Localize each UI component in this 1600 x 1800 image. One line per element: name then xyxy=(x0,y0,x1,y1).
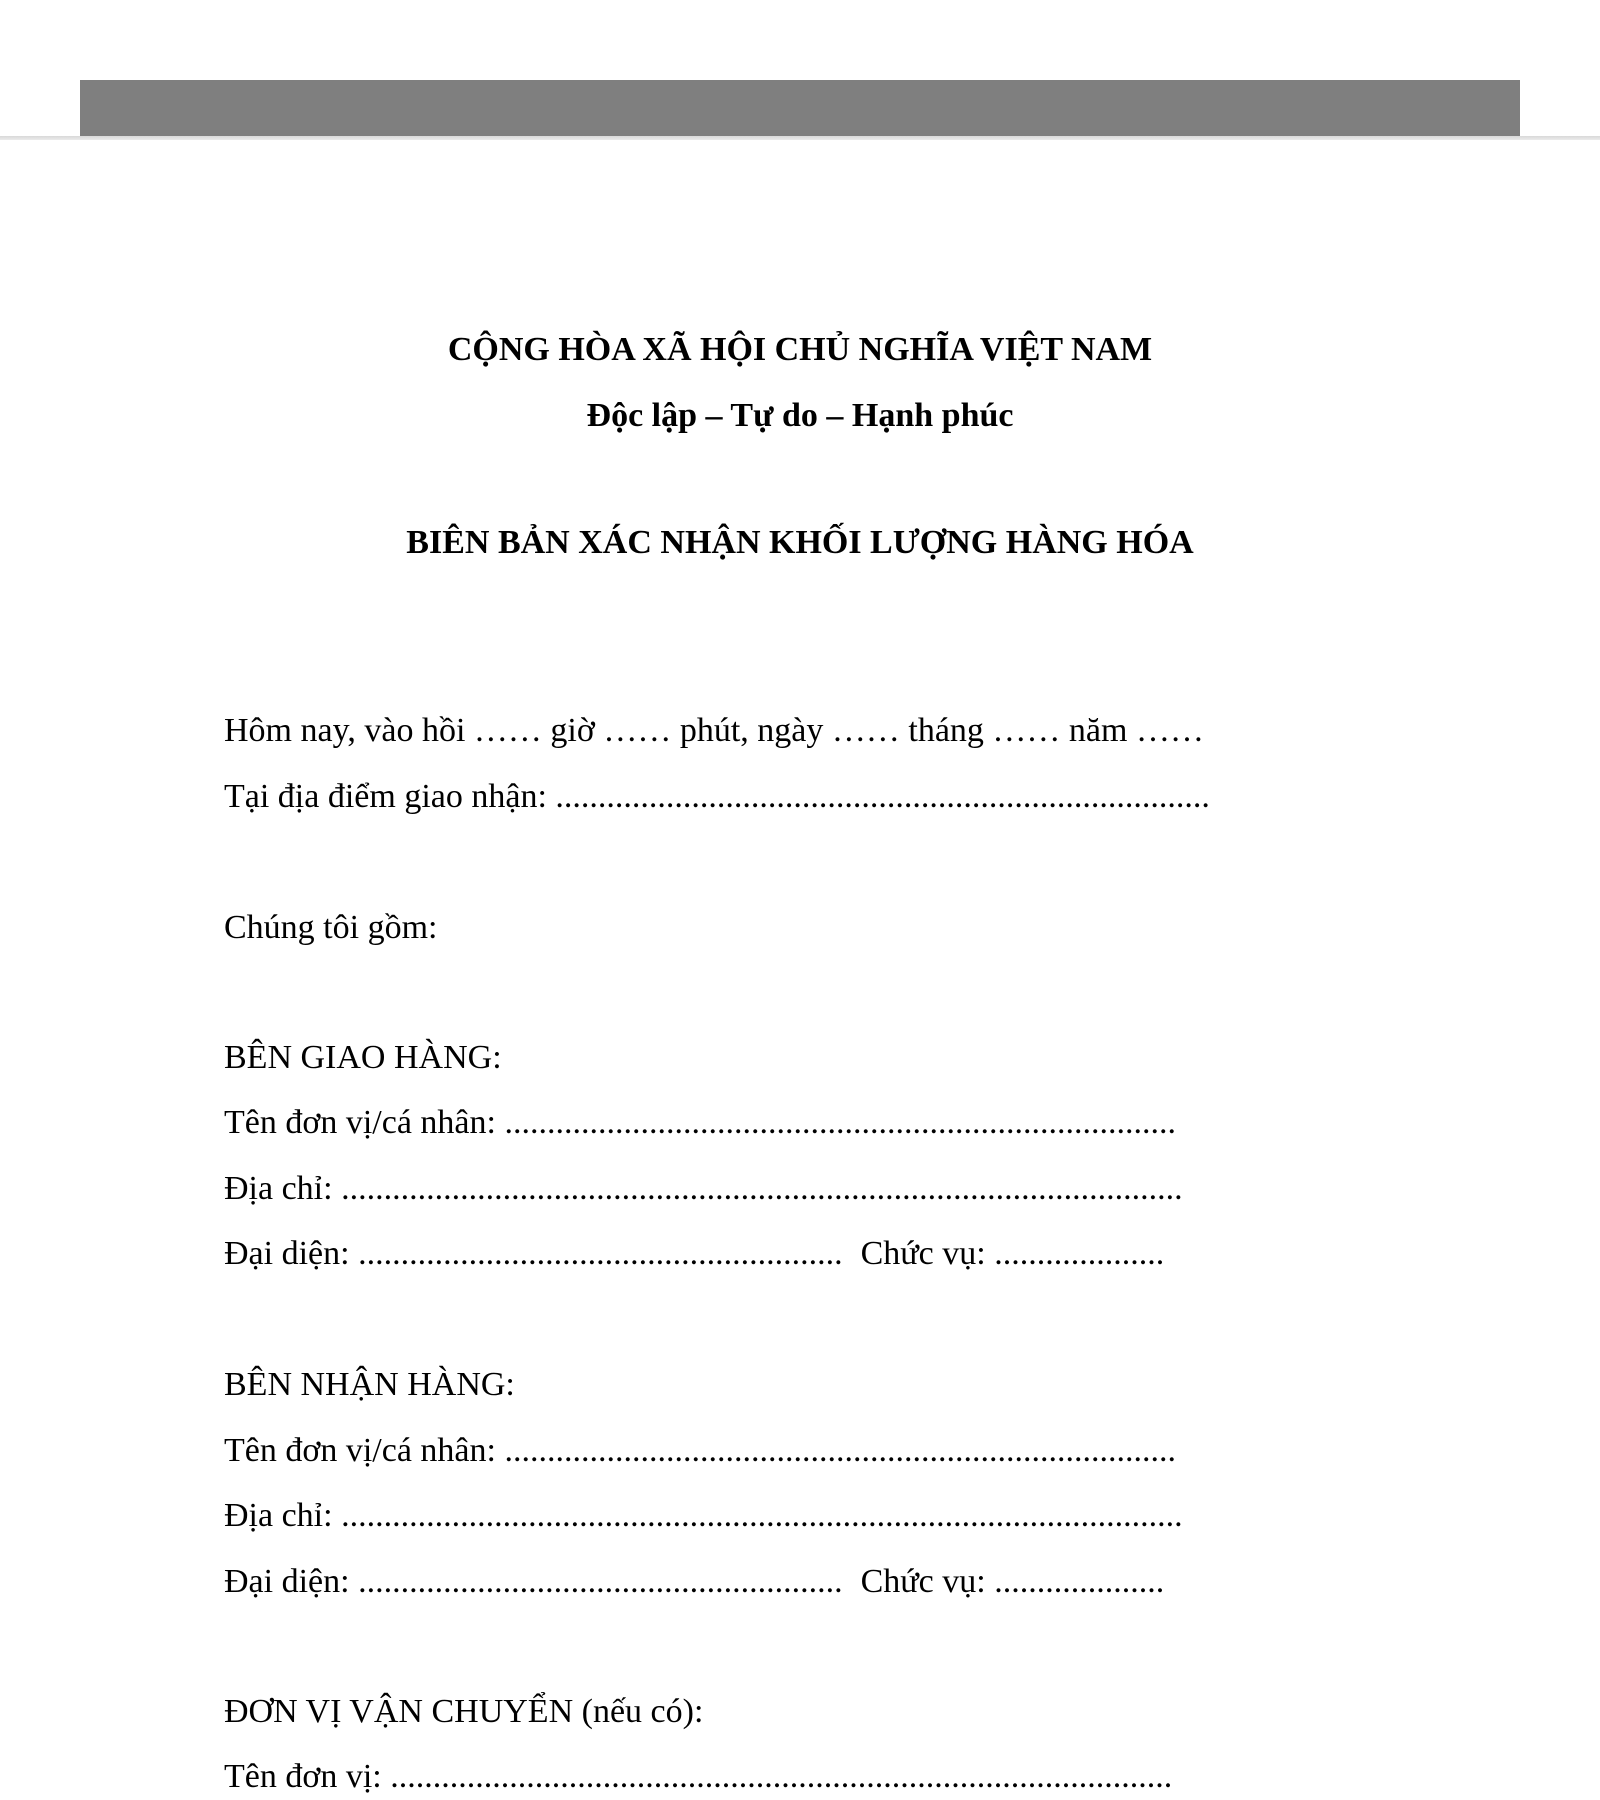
sender-name-line: Tên đơn vị/cá nhân: ............................................................................... xyxy=(224,1104,1176,1141)
sender-position-field: Chức vụ: .................... xyxy=(860,1235,1165,1272)
carrier-heading: ĐƠN VỊ VẬN CHUYỂN (nếu có): xyxy=(224,1693,704,1730)
receiver-rep-field: Đại diện: ......................................................... xyxy=(224,1563,843,1600)
document-page xyxy=(0,140,1600,1800)
sender-rep-line xyxy=(224,1234,1164,1274)
receiver-heading: BÊN NHẬN HÀNG: xyxy=(224,1366,515,1403)
carrier-name-line: Tên đơn vị: ............................................................................................ xyxy=(224,1758,1173,1795)
datetime-line: Hôm nay, vào hồi …… giờ …… phút, ngày …… tháng …… năm …… xyxy=(224,712,1204,749)
receiver-address-line: Địa chỉ: ................................................................................................... xyxy=(224,1497,1183,1534)
country-heading: CỘNG HÒA XÃ HỘI CHỦ NGHĨA VIỆT NAM xyxy=(447,331,1153,368)
receiver-name-line: Tên đơn vị/cá nhân: ............................................................................... xyxy=(224,1432,1176,1469)
parties-intro: Chúng tôi gồm: xyxy=(224,909,438,946)
sender-address-line: Địa chỉ: ................................................................................................... xyxy=(224,1170,1183,1207)
document-title: BIÊN BẢN XÁC NHẬN KHỐI LƯỢNG HÀNG HÓA xyxy=(406,524,1194,561)
sender-heading: BÊN GIAO HÀNG: xyxy=(224,1039,502,1076)
receiver-position-field: Chức vụ: .................... xyxy=(860,1563,1165,1600)
viewer-toolbar xyxy=(80,80,1520,140)
location-line: Tại địa điểm giao nhận: ............................................................................. xyxy=(224,778,1210,815)
receiver-rep-line xyxy=(224,1562,1164,1602)
motto-heading: Độc lập – Tự do – Hạnh phúc xyxy=(586,397,1014,434)
sender-rep-field: Đại diện: ......................................................... xyxy=(224,1235,843,1272)
